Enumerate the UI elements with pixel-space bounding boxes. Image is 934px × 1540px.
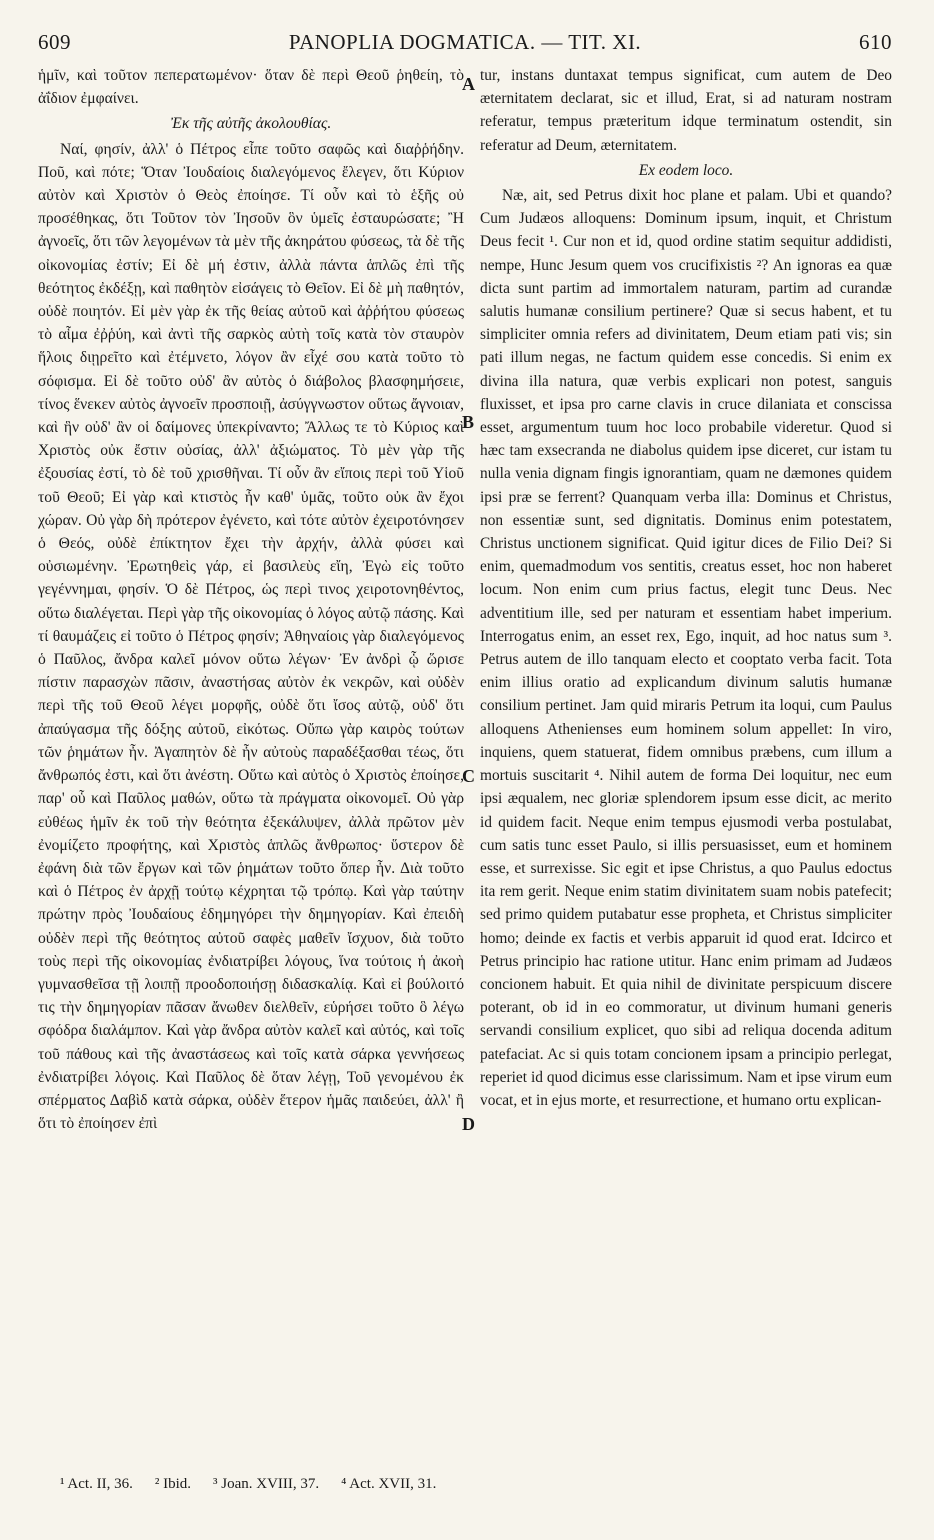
greek-column: [38, 64, 464, 1135]
latin-intro: tur, instans duntaxat tempus significat, cum autem de Deo æternitatem declarat, sic et illud, Erat, si ad naturam nostram referatur, tempus præteritum idque terminatum ostendit, sin referatur ad Deum, æternitatem.: [480, 67, 892, 154]
greek-body: Ναί, φησίν, ἀλλ' ὁ Πέτρος εἶπε τοῦτο σαφῶς καὶ διαῤῥήδην. Ποῦ, καὶ πότε; Ὅταν Ἰουδαίοις διαλεγόμενος ἔλεγεν, ὅτι Κύριον αὐτὸν καὶ Χριστὸν ὁ Θεὸς ἐποίησε. Τί οὖν καὶ τὸ ἑξῆς οὐ προσέθηκας, ὅτι Τοῦτον τὸν Ἰησοῦν ὃν ὑμεῖς ἐσταυρώσατε; Ἢ ἀγνοεῖς, ὅτι τῶν λεγομένων τὰ μὲν τῆς ἀκηράτου φύσεως, τὰ δὲ τῆς οἰκονομίας ἐστίν; Εἰ δὲ μή ἐστιν, ἀλλὰ πάντα ἁπλῶς ἐπὶ τῆς θεότητος ἐκδέξῃ, καὶ παθητὸν εἰσάγεις τὸ Θεῖον. Εἰ δὲ μὴ παθητόν, οὐδὲ ποιητόν. Εἰ μὲν γὰρ ἐκ τῆς θείας αὐτοῦ καὶ ἀῤῥήτου φύσεως τὸ αἷμα ἐῤῥύη, καὶ ἀντὶ τῆς σαρκὸς αὐτὴ τοῖς κατὰ τὸν σταυρὸν ἥλοις διῃρεῖτο καὶ ἐτέμνετο, λόγον ἂν εἶχέ σου κατὰ τοῦτο τὸ σόφισμα. Εἰ δὲ τοῦτο οὐδ' ἂν αὐτὸς ὁ διάβολος βλασφημήσειε, τίνος ἕνεκεν αὐτὸς ἀγνοεῖν προσποιῇ, ἀσύγγνωστον οὕτως ἄγνοιαν, καὶ ἣν οὐδ' ἂν οἱ δαίμονες ὑπεκρίναντο; Ἄλλως τε τὸ Κύριος καὶ Χριστὸς οὐκ ἔστιν οὐσίας, ἀλλ' ἀξιώματος. Τὸ μὲν γὰρ τῆς ἐξουσίας ἐστί, τὸ δὲ τοῦ χρισθῆναι. Τί οὖν ἂν εἴποις περὶ τοῦ Υἱοῦ τοῦ Θεοῦ; Εἰ γὰρ καὶ κτιστὸς ἦν καθ' ὑμᾶς, τοῦτο οὐκ ἂν ἔχοι χώραν. Οὐ γὰρ δὴ πρότερον ἐγένετο, καὶ τότε αὐτὸν ἐχειροτόνησεν ὁ Θεός, οὐδὲ ἐπίκτητον ἔχει τὴν ἀρχήν, ἀλλὰ φύσει καὶ οὐσιωμένην. Ἐρωτηθεὶς γάρ, εἰ βασιλεὺς εἴη, Ἐγὼ εἰς τοῦτο γεγέννημαι, φησίν. Ὁ δὲ Πέτρος, ὡς περὶ τινος χειροτονηθέντος, οὕτω διαλέγεται. Περὶ γὰρ τῆς οἰκονομίας ὁ λόγος αὐτῷ πάσης. Καὶ τί θαυμάζεις εἰ τοῦτο ὁ Πέτρος φησίν; Ἀθηναίοις γὰρ διαλεγόμενος ὁ Παῦλος, ἄνδρα καλεῖ μόνον οὕτω λέγων· Ἐν ἀνδρὶ ᾧ ὥρισε πίστιν παρασχὼν πᾶσιν, ἀναστήσας αὐτὸν ἐκ νεκρῶν, καὶ οὐδὲν περὶ τῆς τοῦ Θεοῦ λέγει μορφῆς, οὐδὲ ὅτι ἴσος αὐτῷ, οὐδ' ὅτι ἀπαύγασμα τῆς δόξης αὐτοῦ, εἰκότως. Οὔπω γὰρ καιρὸς τούτων τῶν ῥημάτων ἦν. Ἀγαπητὸν δὲ ἦν αὐτοὺς παραδέξασθαι τέως, ὅτι ἄνθρωπός ἐστι, καὶ ὅτι ἀνέστη. Οὕτω καὶ αὐτὸς ὁ Χριστὸς ἐποίησε, παρ' οὗ καὶ Παῦλος μαθών, οὕτω τὰ πράγματα οἰκονομεῖ. Οὐ γὰρ εὐθέως ἡμῖν ἐκ τοῦ τὴν θεότητα ἐξεκάλυψεν, ἀλλὰ πρῶτον μὲν ἐνομίζετο προφήτης, καὶ Χριστὸς ἁπλῶς ἄνθρωπος· ὕστερον δὲ ἐφάνη διὰ τῶν ἔργων καὶ τῶν ῥημάτων τοῦτο ὅπερ ἦν. Διὰ τοῦτο καὶ ὁ Πέτρος ἐν ἀρχῇ τούτῳ κέχρηται τῷ τρόπῳ. Καὶ γὰρ ταύτην πρώτην πρὸς Ἰουδαίους ἐδημηγόρει τὴν δημηγορίαν. Καὶ ἐπειδὴ οὐδὲν περὶ τῆς θεότητος αὐτοῦ σαφὲς μαθεῖν ἴσχυον, διὰ τοῦτο τοὺς περὶ τῆς οἰκονομίας ἐνδιατρίβει λόγους, ἵνα τούτοις ἡ ἀκοὴ γυμνασθεῖσα τῇ λοιπῇ προοδοποιήσῃ διδασκαλίᾳ. Καὶ εἰ βούλοιτό τις τὴν δημηγορίαν πᾶσαν ἄνωθεν διελθεῖν, εὑρήσει τοῦτο ὃ λέγω σφόδρα διαλάμπον. Καὶ γὰρ ἄνδρα αὐτὸν καλεῖ καὶ αὐτός, καὶ τοῖς τοῦ πάθους καὶ τῆς ἀναστάσεως καὶ τοῖς κατὰ σάρκα γεννήσεως ἐνδιατρίβει λόγοις. Καὶ Παῦλος δὲ ὅταν λέγῃ, Τοῦ γενομένου ἐκ σπέρματος Δαβὶδ κατὰ σάρκα, οὐδὲν ἕτερον ἡμᾶς παιδεύει, ἀλλ' ἢ ὅτι τὸ ἐποίησεν ἐπὶ: [38, 140, 464, 1133]
section-marker-c: C: [462, 766, 475, 786]
section-marker-d: D: [462, 1114, 475, 1134]
footnotes: [60, 1476, 436, 1493]
footnote: ² Ibid.: [154, 1476, 191, 1492]
footnote: ¹ Act. II, 36.: [60, 1476, 133, 1492]
page-number-right: 610: [859, 30, 892, 54]
latin-body: Næ, ait, sed Petrus dixit hoc plane et palam. Ubi et quando? Cum Judæos alloquens: Dominum ipsum, inquit, et Christum Deus fecit ¹. Cur non et id, quod ordine statim sequitur addidisti, nempe, Hunc Jesum quem vos crucifixistis ²? An ignoras ea quæ dicta sunt partim ad immortalem naturam, partim ad curandæ salutis humanæ consilium pertinere? Quæ si secus habent, et tu simpliciter omnia refers ad divinitatem, Deum etiam pati vis; sin pati illum negas, ne factum quidem esse concedis. Si enim ex divina illa natura, quæ verbis explicari non potest, sanguis fluxisset, et ipsa pro carne clavis in cruce dilaniata et conscissa esset, argumentum tuum hoc loco probabile videretur. Quod si hæc tam exsecranda ne diabolus quidem ipse diceret, cur istam tu nulla venia dignam fingis ignorantiam, quam ne dæmones quidem ipsi præ se ferrent? Quanquam verba illa: Dominus et Christus, non essentiæ sunt, sed dignitatis. Dominus enim potestatem, Christus unctionem significat. Quid igitur dices de Filio Dei? Si enim, quemadmodum vos sentitis, creatus esset, hoc non haberet locum. Non enim cum prius factus, elegit tunc Deus. Nec adventitium ille, sed per naturam et essentiam habet imperium. Interrogatus enim, an esset rex, Ego, inquit, ad hoc natus sum ³. Petrus autem de illo tanquam electo et cooptato verba facit. Tota enim illius oratio ad explicandum divinum salutis humanæ consilium pertinet. Jam quid miraris Petrum ita loqui, cum Paulus alloquens Athenienses eum hominem solum appellet: In viro, inquiens, quem statuerat, fidem omnibus præbens, cum illum a mortuis suscitarit ⁴. Nihil autem de forma Dei loquitur, nec eum ipsi æqualem, nec gloriæ splendorem ipsum esse dicit, ac merito id quidem facit. Neque enim tempus ejusmodi verba postulabat, cum satis tunc esset Paulo, si illis persuasisset, eum et hominem esse, et surrexisse. Sic egit et ipse Christus, a quo Paulus edoctus ita rem gerit. Neque enim statim divinitatem suam nobis patefecit; sed primo quidem putabatur esse propheta, et Christus simpliciter homo; deinde ex factis et verbis apparuit id quod erat. Idcirco et Petrus principio hac ratione utitur. Hanc enim primam ad Judæos concionem habuit. Et quia nihil de divinitate perspicuum discere poterant, ob id in eo commoratur, ut divinum humani generis servandi consilium explicet, quo sibi ad reliqua docenda aditum patefaciat. Ac si quis totam concionem ipsam a principio perlegat, reperiet id quod dicimus esse clarissimum. Nam et ipse virum eum vocat, et in ejus morte, et resurrectione, et humano ortu explican-: [480, 187, 892, 1109]
page-header: [38, 30, 892, 58]
footnote: ⁴ Act. XVII, 31.: [341, 1476, 437, 1492]
section-marker-b: B: [462, 412, 475, 432]
latin-column: [480, 64, 892, 1112]
running-title: PANOPLIA DOGMATICA. — TIT. XI.: [288, 30, 642, 54]
latin-subheading: Ex eodem loco.: [638, 161, 734, 179]
greek-intro: ἡμῖν, καὶ τοῦτον πεπερατωμένον· ὅταν δὲ περὶ Θεοῦ ῥηθείη, τὸ ἀΐδιον ἐμφαίνει.: [38, 67, 464, 108]
section-marker-a: A: [462, 74, 475, 94]
greek-subheading: Ἐκ τῆς αὐτῆς ἀκολουθίας.: [170, 115, 332, 133]
page-number-left: 609: [38, 30, 71, 54]
footnote: ³ Joan. XVIII, 37.: [213, 1476, 320, 1492]
